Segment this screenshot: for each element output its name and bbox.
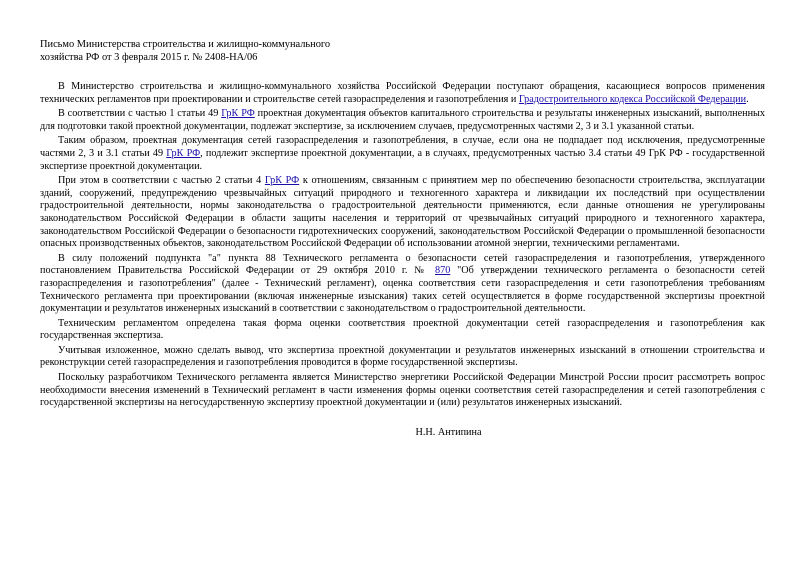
signature: Н.Н. Антипина <box>415 426 482 438</box>
document-title-line-2: хозяйства РФ от 3 февраля 2015 г. № 2408-НА/06 <box>40 52 258 63</box>
link-urban-planning-code[interactable]: Градостроительного кодекса Российской Федерации <box>518 93 747 105</box>
link-grk-rf[interactable]: ГрК РФ <box>264 175 300 187</box>
paragraph-6: Техническим регламентом определена такая форма оценки соответствия проектной документации сетей газораспределения и газопотребления как государственная экспертиза. <box>40 317 765 342</box>
link-resolution-870[interactable]: 870 <box>435 265 451 277</box>
paragraph-1-text-b: . <box>746 93 749 105</box>
paragraph-7: Учитывая изложенное, можно сделать вывод, что экспертиза проектной документации и результатов инженерных изысканий в отношении строительства и реконструкции сетей газораспределения и газопотребления проводится в форме государственной экспертизы. <box>40 344 765 369</box>
paragraph-1 <box>40 81 767 106</box>
paragraph-3 <box>40 135 767 173</box>
document-title-line-1: Письмо Министерства строительства и жилищно-коммунального <box>40 39 331 50</box>
paragraph-5-text-b: "Об утверждении технического регламента о безопасности сетей газораспределения и газопотребления" (далее - Технический регламент), оценка соответствия сети газораспределения и сети газопотребления требованиям Технического регламента при проектировании (включая инженерные изыскания) таких сетей осуществляется в форме государственной экспертизы проектной документации и результатов инженерных изысканий в соответствии с законодательством о градостроительной деятельности. <box>40 265 765 315</box>
paragraph-4-text-b: к отношениям, связанным с принятием мер по обеспечению безопасности строительства, эксплуатации зданий, сооружений, предупреждению чрезвычайных ситуаций природного и техногенного характера и ликвидации их последствий при осуществлении градостроительной деятельности, нормы законодательства о градостроительной деятельности применяются, если данные отношения не урегулированы законодательством Российской Федерации в области защиты населения и территорий от чрезвычайных ситуаций природного и техногенного характера, законодательством Российской Федерации о безопасности гидротехнических сооружений, законодательством Российской Федерации о промышленной безопасности опасных производственных объектов, законодательством Российской Федерации об использовании атомной энергии, техническими регламентами. <box>40 175 765 250</box>
paragraph-3-text-a: Таким образом, проектная документация сетей газораспределения и газопотребления, в случае, если она не подпадает под исключения, предусмотренные частями 2, 3 и 3.1 статьи 49 <box>40 135 765 159</box>
paragraph-4 <box>40 175 767 251</box>
paragraph-1-text-a: В Министерство строительства и жилищно-коммунального хозяйства Российской Федерации поступают обращения, касающиеся вопросов применения технических регламентов при проектировании и строительстве сетей газораспределения и газопотребления и <box>40 81 765 105</box>
link-grk-rf[interactable]: ГрК РФ <box>166 147 201 159</box>
link-grk-rf[interactable]: ГрК РФ <box>221 108 255 120</box>
paragraph-5 <box>40 253 767 316</box>
paragraph-5-text-a: В силу положений подпункта "а" пункта 88 Технического регламента о безопасности сетей газораспределения и газопотребления, утвержденного постановлением Правительства Российской Федерации от 29 октября 2010 г. № <box>40 252 765 277</box>
paragraph-8: Поскольку разработчиком Технического регламента является Министерство энергетики Российской Федерации Минстрой России просит рассмотреть вопрос необходимости внесения изменений в Технический регламент в части изменения формы оценки соответствия сетей газораспределения и сетей газопотребления с государственной экспертизы на негосударственную экспертизу проектной документации и (или) результатов инженерных изысканий. <box>40 372 765 409</box>
paragraph-2 <box>40 108 767 133</box>
paragraph-4-text-a: При этом в соответствии с частью 2 статьи 4 <box>58 175 265 187</box>
paragraph-3-text-b: , подлежит экспертизе проектной документации, а в случаях, предусмотренных частью 3.4 статьи 49 ГрК РФ - государственной экспертизе проектной документации. <box>40 147 765 172</box>
paragraph-2-text-b: проектная документация объектов капитального строительства и результаты инженерных изысканий, выполненных для подготовки такой проектной документации, подлежат экспертизе, за исключением случаев, предусмотренных частями 2, 3 и 3.1 указанной статьи. <box>40 108 765 132</box>
paragraph-2-text-a: В соответствии с частью 1 статьи 49 <box>58 108 222 120</box>
document-title <box>40 38 767 64</box>
